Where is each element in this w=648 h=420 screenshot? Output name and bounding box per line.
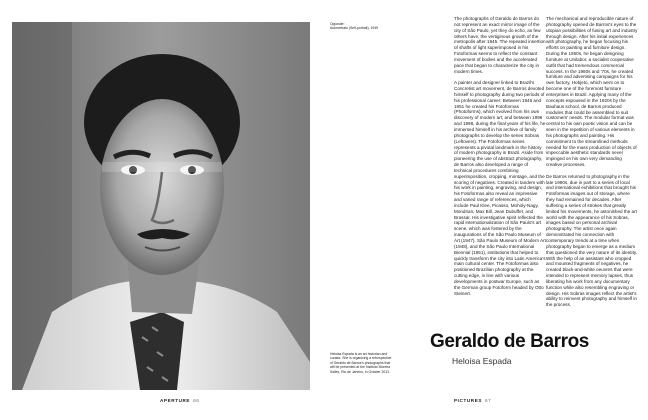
section-name: PICTURES xyxy=(454,398,483,403)
portrait-image xyxy=(12,22,310,390)
author-bio-caption: Heloisa Espada is an art historian and curator. She is organizing a retrospective of Geraldo de Barros's photographs that will be presented at the Instituto Moreira Salles, Rio de Janeiro, in October 2013. xyxy=(330,352,392,374)
page-number-right: 67 xyxy=(485,398,492,403)
caption-label: Opposite: xyxy=(330,22,345,26)
caption-text: Autorretrato (Self-portrait), 1949 xyxy=(330,26,379,31)
self-portrait-photo xyxy=(12,22,310,390)
paragraph: A painter and designer linked to Brazil's Concretist art movement, de Barros devoted himself to photography during two periods of his professional career: Between 1946 and 1951 he created his Fotoformas (Photoforms), which evolved from his own discovery of modern art; and between 1996 and 1998, during the final years of his life, he immersed himself in his archive of family photographs to develop the series Sobras (Leftovers). The Fotoformas series represents a pivotal landmark in the history of modern photography in Brazil. Aside from pioneering the use of abstract photography, de Barros also developed a range of technical procedures combining superimposition, cropping, montage, and the scoring of negatives. Created in tandem with his work in painting, engraving, and design, his Fotoformas also reveal an impressive and varied range of references, which include Paul Klee, Picasso, Moholy-Nagy, Mondrian, Max Bill, Jean Dubuffet, and Brassaï. His investigative spirit reflected the rapid internationalization of São Paulo's art scene, which was fostered by the inaugurations of the São Paulo Museum of Art (1947), São Paulo Museum of Modern Art (1948), and the São Paulo International Biennial (1951), institutions that helped to quickly transform the city into Latin America's main cultural center. The Fotoformas also positioned Brazilian photography at the cutting edge, in line with various developments in postwar Europe, such as the German group Fotoform headed by Otto Steinert. xyxy=(454,80,546,296)
paragraph: De Barros returned to photography in the late 1990s, due in part to a series of local and international exhibitions that brought his Fotoformas images out of storage, where they had remained for decades. After suffering a series of strokes that greatly limited his movements, he astonished the art world with the appearance of his Sobras, images based on personal archival photography. The artist once again demonstrated his connection with contemporary trends at a time when photography began to emerge as a medium that questioned the very nature of its identity. With the help of an assistant who cropped and mounted fragments of negatives, he created black-and-white oeuvres that were intended to represent memory lapses, thus liberating his work from any documentary function while also resembling engraving or design. His Sobras images reflect the artist's ability to reinvent photography and himself in the process. xyxy=(546,173,638,308)
footer-left xyxy=(160,398,199,403)
article-column-1 xyxy=(454,16,546,302)
paragraph: The mechanical and reproducible nature of photography opened de Barros's eyes to the utopian possibilities of fusing art and industry through design. After his initial experiences with photography, he began focusing his efforts on painting and furniture design. During the 1950s, he began designing furniture at Unilabor, a socialist cooperative outfit that had tremendous commercial success. In the 1960s and '70s, he created furniture and advertising campaigns for his own factory, Hobjeto, which went on to become one of the foremost furniture enterprises in Brazil. Applying many of the concepts espoused in the 1920s by the Bauhaus school, de Barros produced modules that could be assembled to suit customers' needs. The modular format was central to his own poetic vision and can be seen in the repetition of various elements in his photographs and painting. His commitment to the streamlined methods needed for the mass production of objects of impeccable aesthetic standards never impinged on his own very demanding creative processes. xyxy=(546,16,638,168)
photo-caption xyxy=(330,22,392,31)
article-title: Geraldo de Barros xyxy=(430,331,589,352)
article-column-2 xyxy=(546,16,638,314)
magazine-name: APERTURE xyxy=(160,398,191,403)
paragraph: The photographs of Geraldo de Barros do not represent an exact mirror image of the city of São Paulo, yet they do echo, as few others have, the vertiginous growth of the metropolis after 1945. The repeated insertion of shafts of light superimposed in his Fotoformas seems to reflect the constant movement of bodies and the accelerated pace that began to characterize the city in modern times. xyxy=(454,16,546,74)
article-author: Heloisa Espada xyxy=(452,356,512,366)
footer-right xyxy=(454,398,491,403)
page-number-left: 66 xyxy=(193,398,200,403)
